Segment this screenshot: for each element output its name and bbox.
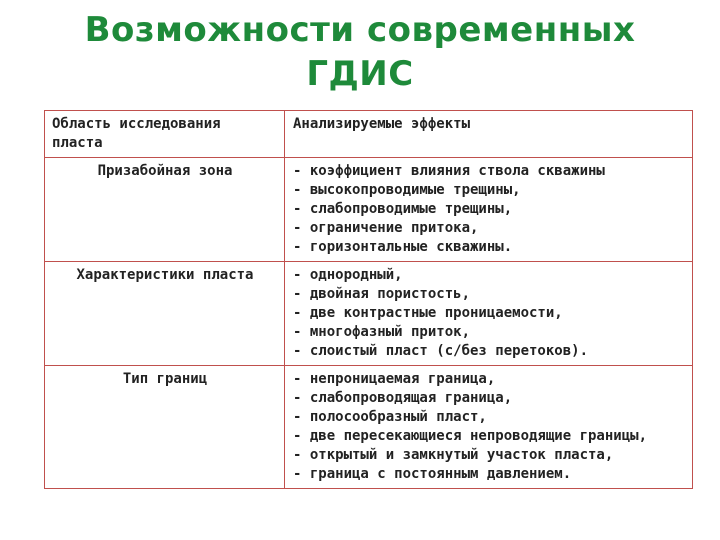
title-line-2: ГДИС bbox=[306, 54, 414, 94]
row-effects-list bbox=[285, 158, 693, 262]
effect-item: - высокопроводимые трещины, bbox=[293, 182, 521, 198]
table-header-row bbox=[45, 111, 693, 158]
effect-item: - слоистый пласт (с/без перетоков). bbox=[293, 343, 589, 359]
slide-title bbox=[0, 8, 720, 96]
effect-item: - две контрастные проницаемости, bbox=[293, 305, 563, 321]
effect-item: - многофазный приток, bbox=[293, 324, 471, 340]
table-row bbox=[45, 158, 693, 262]
effect-item: - открытый и замкнутый участок пласта, bbox=[293, 447, 614, 463]
row-effects-list bbox=[285, 262, 693, 366]
effect-item: - коэффициент влияния ствола скважины bbox=[293, 163, 605, 179]
effect-item: - слабопроводящая граница, bbox=[293, 390, 513, 406]
gdis-capabilities-table bbox=[44, 110, 693, 489]
row-area-label: Призабойная зона bbox=[45, 158, 285, 262]
effect-item: - непроницаемая граница, bbox=[293, 371, 496, 387]
header-analyzed-effects: Анализируемые эффекты bbox=[285, 111, 693, 158]
effect-item: - слабопроводимые трещины, bbox=[293, 201, 513, 217]
header-research-area: Область исследования пласта bbox=[45, 111, 285, 158]
row-area-label: Тип границ bbox=[45, 366, 285, 489]
effect-item: - граница с постоянным давлением. bbox=[293, 466, 572, 482]
table-row bbox=[45, 366, 693, 489]
title-line-1: Возможности современных bbox=[84, 10, 636, 50]
effect-item: - горизонтальные скважины. bbox=[293, 239, 513, 255]
effect-item: - полосообразный пласт, bbox=[293, 409, 487, 425]
effect-item: - двойная пористость, bbox=[293, 286, 471, 302]
table-row bbox=[45, 262, 693, 366]
row-area-label: Характеристики пласта bbox=[45, 262, 285, 366]
row-effects-list bbox=[285, 366, 693, 489]
effect-item: - однородный, bbox=[293, 267, 403, 283]
effect-item: - ограничение притока, bbox=[293, 220, 479, 236]
effect-item: - две пересекающиеся непроводящие границы, bbox=[293, 428, 648, 444]
